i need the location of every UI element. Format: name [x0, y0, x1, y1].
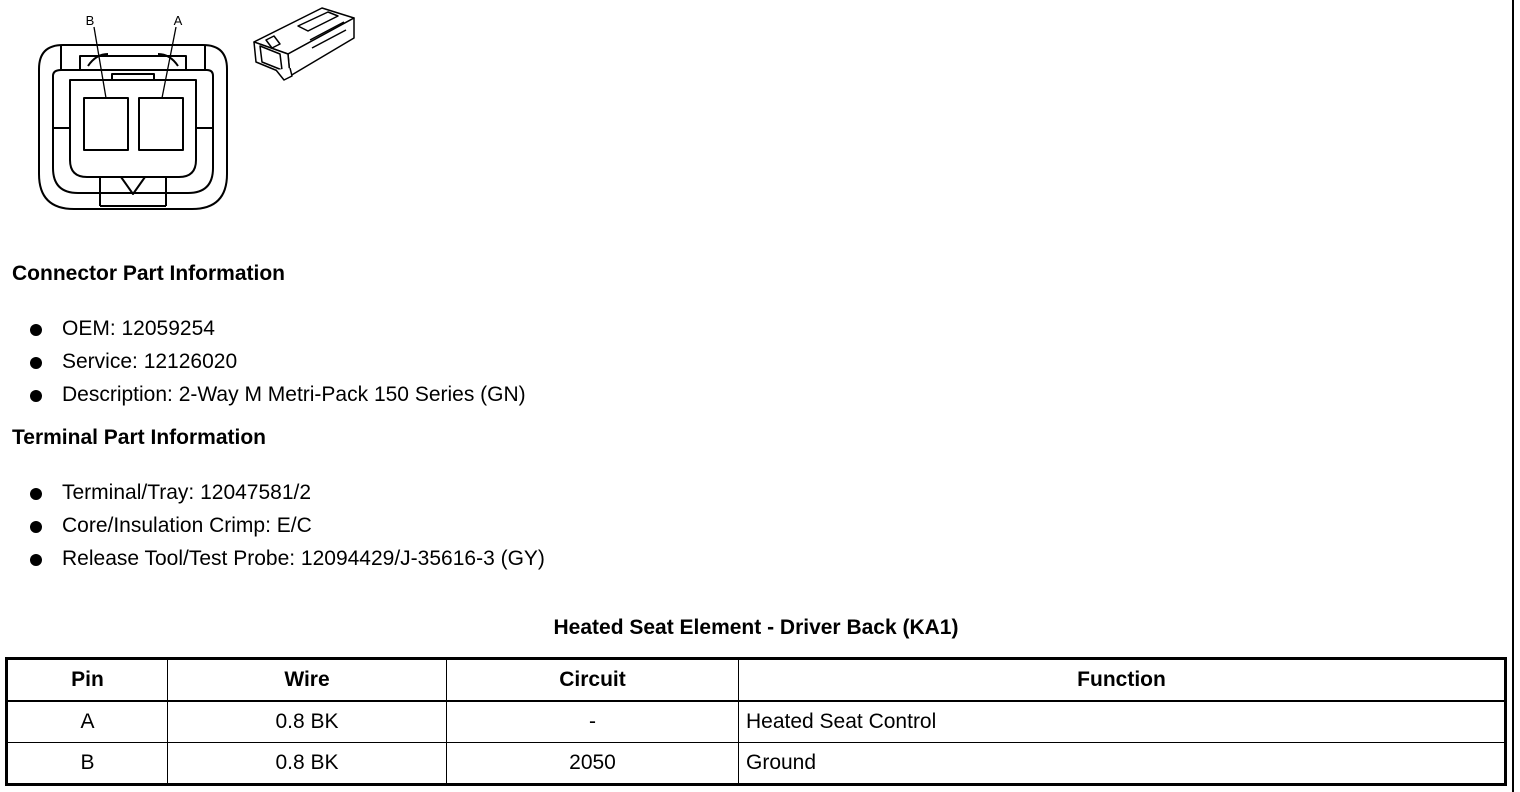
oem-part-number: OEM: 12059254: [62, 317, 215, 340]
connector-part-information-heading: Connector Part Information: [12, 262, 286, 285]
terminal-part-information-heading: Terminal Part Information: [12, 426, 266, 449]
connector-label-b: B: [85, 13, 95, 28]
pin-cell: B: [7, 743, 168, 785]
table-row: [7, 701, 1506, 743]
list-item: [28, 349, 526, 382]
connector-label-a: A: [173, 13, 183, 28]
connector-part-list: [28, 316, 526, 415]
list-item: [28, 382, 526, 415]
list-item: [28, 316, 526, 349]
connector-face-diagram: [28, 8, 236, 214]
bullet-icon: [30, 390, 42, 402]
list-item: [28, 480, 545, 513]
terminal-tray: Terminal/Tray: 12047581/2: [62, 481, 312, 504]
release-tool-test-probe: Release Tool/Test Probe: 12094429/J-35616-3 (GY): [62, 547, 545, 570]
wire-cell: 0.8 BK: [168, 743, 447, 785]
bullet-icon: [30, 521, 42, 533]
pinout-table: [5, 657, 1507, 786]
core-insulation-crimp: Core/Insulation Crimp: E/C: [62, 514, 312, 537]
page-right-border: [1512, 0, 1514, 792]
table-header-row: [7, 659, 1506, 702]
terminal-part-list: [28, 480, 545, 579]
column-header-circuit: Circuit: [447, 659, 739, 702]
table-row: [7, 743, 1506, 785]
connector-3d-illustration: [250, 4, 362, 86]
list-item: [28, 546, 545, 579]
function-cell: Ground: [739, 743, 1506, 785]
service-part-number: Service: 12126020: [62, 350, 238, 373]
function-cell: Heated Seat Control: [739, 701, 1506, 743]
bullet-icon: [30, 357, 42, 369]
bullet-icon: [30, 554, 42, 566]
column-header-wire: Wire: [168, 659, 447, 702]
bullet-icon: [30, 324, 42, 336]
connector-description: Description: 2-Way M Metri-Pack 150 Series (GN): [62, 383, 526, 406]
column-header-pin: Pin: [7, 659, 168, 702]
bullet-icon: [30, 488, 42, 500]
column-header-function: Function: [739, 659, 1506, 702]
list-item: [28, 513, 545, 546]
wire-cell: 0.8 BK: [168, 701, 447, 743]
circuit-cell: 2050: [447, 743, 739, 785]
pin-cell: A: [7, 701, 168, 743]
circuit-cell: -: [447, 701, 739, 743]
pinout-table-title: Heated Seat Element - Driver Back (KA1): [553, 616, 959, 639]
